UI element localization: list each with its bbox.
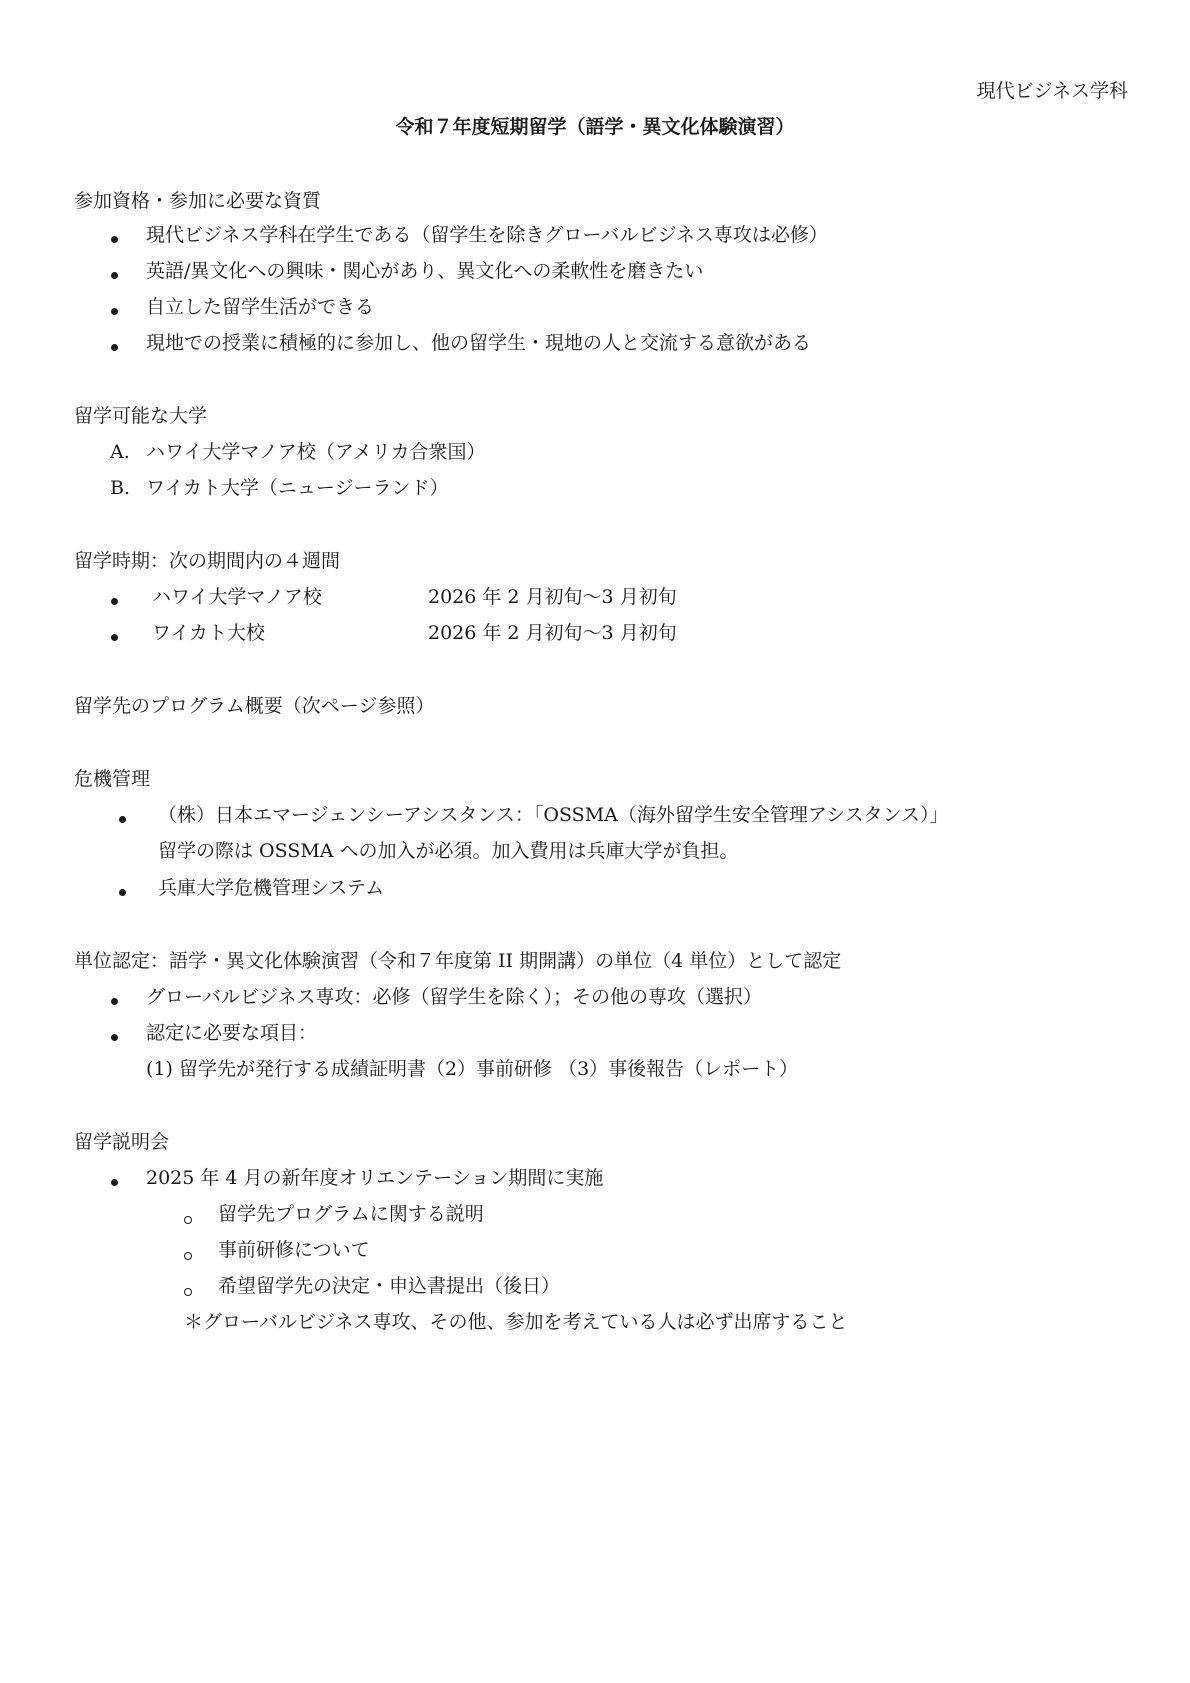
circle-bullet-icon [184,1288,192,1296]
bullet-icon [111,308,118,315]
period-university: ワイカト大校 [152,622,265,644]
bullet-icon [119,816,126,823]
list-item: 英語/異文化への興味・関心があり、異文化への柔軟性を磨きたい [146,260,704,282]
bullet-icon [111,344,118,351]
circle-bullet-icon [184,1252,192,1260]
list-item: 認定に必要な項目： [146,1022,318,1044]
list-item: ワイカト大学（ニュージーランド） [146,477,449,499]
period-heading: 留学時期：次の期間内の４週間 [74,550,341,572]
list-item: 現地での授業に積極的に参加し、他の留学生・現地の人と交流する意欲がある [146,332,812,354]
universities-heading: 留学可能な大学 [74,405,208,427]
sub-list-item: 希望留学先の決定・申込書提出（後日） [218,1275,561,1297]
bullet-icon [111,272,118,279]
bullet-icon [119,889,126,896]
list-item: 兵庫大学危機管理システム [158,877,385,899]
list-item: （株）日本エマージェンシーアシスタンス：「OSSMA（海外留学生安全管理アシスタンス）」 [158,804,949,826]
bullet-icon [111,236,118,243]
list-item: 自立した留学生活ができる [146,296,375,318]
credits-heading: 単位認定：語学・異文化体験演習（令和７年度第 II 期開講）の単位（4 単位）として認定 [74,950,842,972]
sub-list-item: 留学先プログラムに関する説明 [218,1203,484,1225]
bullet-icon [111,1034,118,1041]
circle-bullet-icon [184,1216,192,1224]
period-university: ハワイ大学マノア校 [152,586,322,608]
risk-heading: 危機管理 [74,768,151,790]
list-item-note: 留学の際は OSSMA への加入が必須。加入費用は兵庫大学が負担。 [158,840,739,862]
list-item: 2025 年 4 月の新年度オリエンテーション期間に実施 [146,1167,604,1189]
bullet-icon [111,1179,118,1186]
list-item-detail: (1) 留学先が発行する成績証明書（2）事前研修 （3）事後報告（レポート） [146,1058,799,1080]
document-title: 令和７年度短期留学（語学・異文化体験演習） [395,116,795,138]
list-marker: A. [110,441,130,463]
program-heading: 留学先のプログラム概要（次ページ参照） [74,695,435,717]
department-label: 現代ビジネス学科 [976,80,1128,102]
period-dates: 2026 年 2 月初旬〜3 月初旬 [428,622,677,644]
sub-list-item: 事前研修について [218,1239,370,1261]
list-item: 現代ビジネス学科在学生である（留学生を除きグローバルビジネス専攻は必修） [146,224,828,246]
period-dates: 2026 年 2 月初旬〜3 月初旬 [428,586,677,608]
list-item: ハワイ大学マノア校（アメリカ合衆国） [146,441,486,463]
bullet-icon [111,598,118,605]
bullet-icon [111,634,118,641]
bullet-icon [111,998,118,1005]
session-note: ＊グローバルビジネス専攻、その他、参加を考えている人は必ず出席すること [184,1311,848,1333]
list-marker: B. [110,477,131,499]
list-item: グローバルビジネス専攻：必修（留学生を除く）；その他の専攻（選択） [146,986,762,1008]
eligibility-heading: 参加資格・参加に必要な資質 [74,190,322,212]
session-heading: 留学説明会 [74,1131,170,1153]
